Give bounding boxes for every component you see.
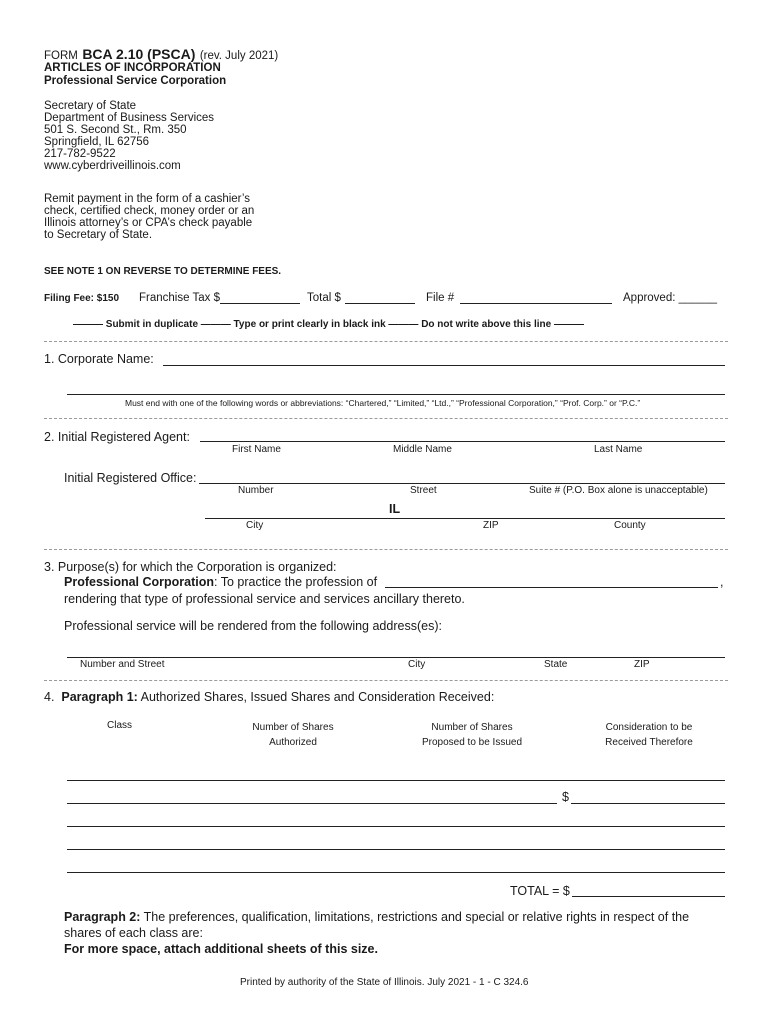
column-class: Class: [107, 720, 133, 731]
profession-line: [64, 575, 377, 589]
state-value: IL: [389, 502, 401, 516]
paragraph-1-text: Authorized Shares, Issued Shares and Consideration Received:: [140, 690, 495, 704]
divider: [44, 341, 728, 342]
shares-row-1[interactable]: [67, 780, 725, 781]
zip-caption: ZIP: [634, 659, 650, 670]
dollar-sign: $: [562, 790, 569, 804]
corporate-name-hint: Must end with one of the following words or abbreviations: “Chartered,” “Limited,” “Ltd.,” “Professional Corporation,” “Prof. Corp.” or “P.C.”: [125, 398, 641, 408]
column-issued-line2: Proposed to be Issued: [421, 737, 523, 748]
consideration-field[interactable]: [571, 803, 725, 804]
paragraph-1-label: Paragraph 1:: [61, 690, 138, 704]
service-address-field[interactable]: [67, 657, 725, 658]
franchise-tax-field[interactable]: [220, 303, 300, 304]
column-consideration-line1: Consideration to be: [605, 722, 693, 733]
address-line: 501 S. Second St., Rm. 350: [44, 124, 187, 136]
franchise-tax-label: Franchise Tax $: [139, 292, 220, 304]
middle-name-caption: Middle Name: [393, 444, 452, 455]
shares-row-2[interactable]: [67, 803, 557, 804]
filing-fee: Filing Fee: $150: [44, 293, 120, 304]
footer-text: Printed by authority of the State of Illinois. July 2021 - 1 - C 324.6: [240, 977, 529, 988]
profession-field[interactable]: [385, 587, 718, 588]
agency-address: [44, 100, 214, 172]
paragraph-2-label: Paragraph 2:: [64, 910, 141, 924]
shares-row-4[interactable]: [67, 849, 725, 850]
approved-label: Approved: ______: [623, 292, 717, 304]
zip-caption: ZIP: [483, 520, 499, 531]
paragraph-2-line-2: shares of each class are:: [64, 926, 203, 940]
divider: [44, 549, 728, 550]
column-consideration: [601, 720, 697, 750]
form-subtitle: Professional Service Corporation: [44, 75, 227, 87]
total-consideration-field[interactable]: [572, 896, 725, 897]
file-number-label: File #: [426, 292, 455, 304]
profession-comma: ,: [720, 575, 724, 589]
number-street-caption: Number and Street: [80, 659, 165, 670]
total-label: Total $: [307, 292, 341, 304]
state-caption: State: [544, 659, 568, 670]
registered-office-label: Initial Registered Office:: [64, 471, 197, 485]
remit-line: check, certified check, money order or an: [44, 205, 255, 217]
address-line: Department of Business Services: [44, 112, 215, 124]
column-consideration-line2: Received Therefore: [605, 737, 693, 748]
address-line: Secretary of State: [44, 100, 137, 112]
column-authorized: [252, 720, 334, 750]
total-field[interactable]: [345, 303, 415, 304]
website-link[interactable]: www.cyberdriveillinois.com: [44, 160, 181, 172]
fee-note: SEE NOTE 1 ON REVERSE TO DETERMINE FEES.: [44, 266, 282, 277]
street-caption: Street: [410, 485, 437, 496]
section-number: 4.: [44, 690, 55, 704]
address-line: 217-782-9522: [44, 148, 116, 160]
remit-line: Remit payment in the form of a cashier’s: [44, 193, 251, 205]
remit-line: Illinois attorney’s or CPA’s check payable: [44, 217, 253, 229]
submission-instructions: ——— Submit in duplicate ——— Type or print clearly in black ink ——— Do not write above this line ———: [73, 319, 584, 330]
remit-line: to Secretary of State.: [44, 229, 153, 241]
suite-caption: Suite # (P.O. Box alone is unacceptable): [529, 485, 708, 496]
column-authorized-line1: Number of Shares: [252, 722, 334, 733]
column-issued-line1: Number of Shares: [431, 722, 513, 733]
remit-instructions: [44, 193, 254, 241]
first-name-caption: First Name: [232, 444, 281, 455]
number-caption: Number: [238, 485, 274, 496]
paragraph-2-line-1: [64, 910, 689, 924]
registered-agent-field[interactable]: [200, 441, 725, 442]
shares-row-5[interactable]: [67, 872, 725, 873]
more-space-note: For more space, attach additional sheets of this size.: [64, 942, 378, 956]
column-authorized-line2: Authorized: [269, 737, 317, 748]
column-issued: [418, 720, 526, 750]
service-address-intro: Professional service will be rendered from the following address(es):: [64, 619, 442, 633]
professional-corporation-label: Professional Corporation: [64, 575, 215, 589]
last-name-caption: Last Name: [594, 444, 643, 455]
profession-text: : To practice the profession of: [214, 575, 378, 589]
city-zip-county-field[interactable]: [205, 518, 725, 519]
address-line: Springfield, IL 62756: [44, 136, 150, 148]
registered-office-field[interactable]: [199, 483, 725, 484]
form-prefix: FORM: [44, 50, 78, 62]
form-title: ARTICLES OF INCORPORATION: [44, 62, 221, 74]
file-number-field[interactable]: [460, 303, 612, 304]
total-label: TOTAL = $: [510, 884, 570, 898]
purpose-line-2: rendering that type of professional service and services ancillary thereto.: [64, 592, 465, 606]
divider: [44, 680, 728, 681]
paragraph-1-heading: [44, 690, 494, 704]
county-caption: County: [614, 520, 646, 531]
corporate-name-field[interactable]: [163, 365, 725, 366]
corporate-name-field-2[interactable]: [67, 394, 725, 395]
divider: [44, 418, 728, 419]
city-caption: City: [408, 659, 426, 670]
purpose-label: 3. Purpose(s) for which the Corporation is organized:: [44, 560, 337, 574]
shares-row-3[interactable]: [67, 826, 725, 827]
paragraph-2-text: The preferences, qualification, limitations, restrictions and special or relative rights in respect of the: [143, 910, 690, 924]
city-caption: City: [246, 520, 264, 531]
registered-agent-label: 2. Initial Registered Agent:: [44, 430, 190, 444]
form-number: BCA 2.10 (PSCA): [82, 46, 196, 62]
form-revision: (rev. July 2021): [199, 50, 279, 62]
corporate-name-label: 1. Corporate Name:: [44, 352, 154, 366]
